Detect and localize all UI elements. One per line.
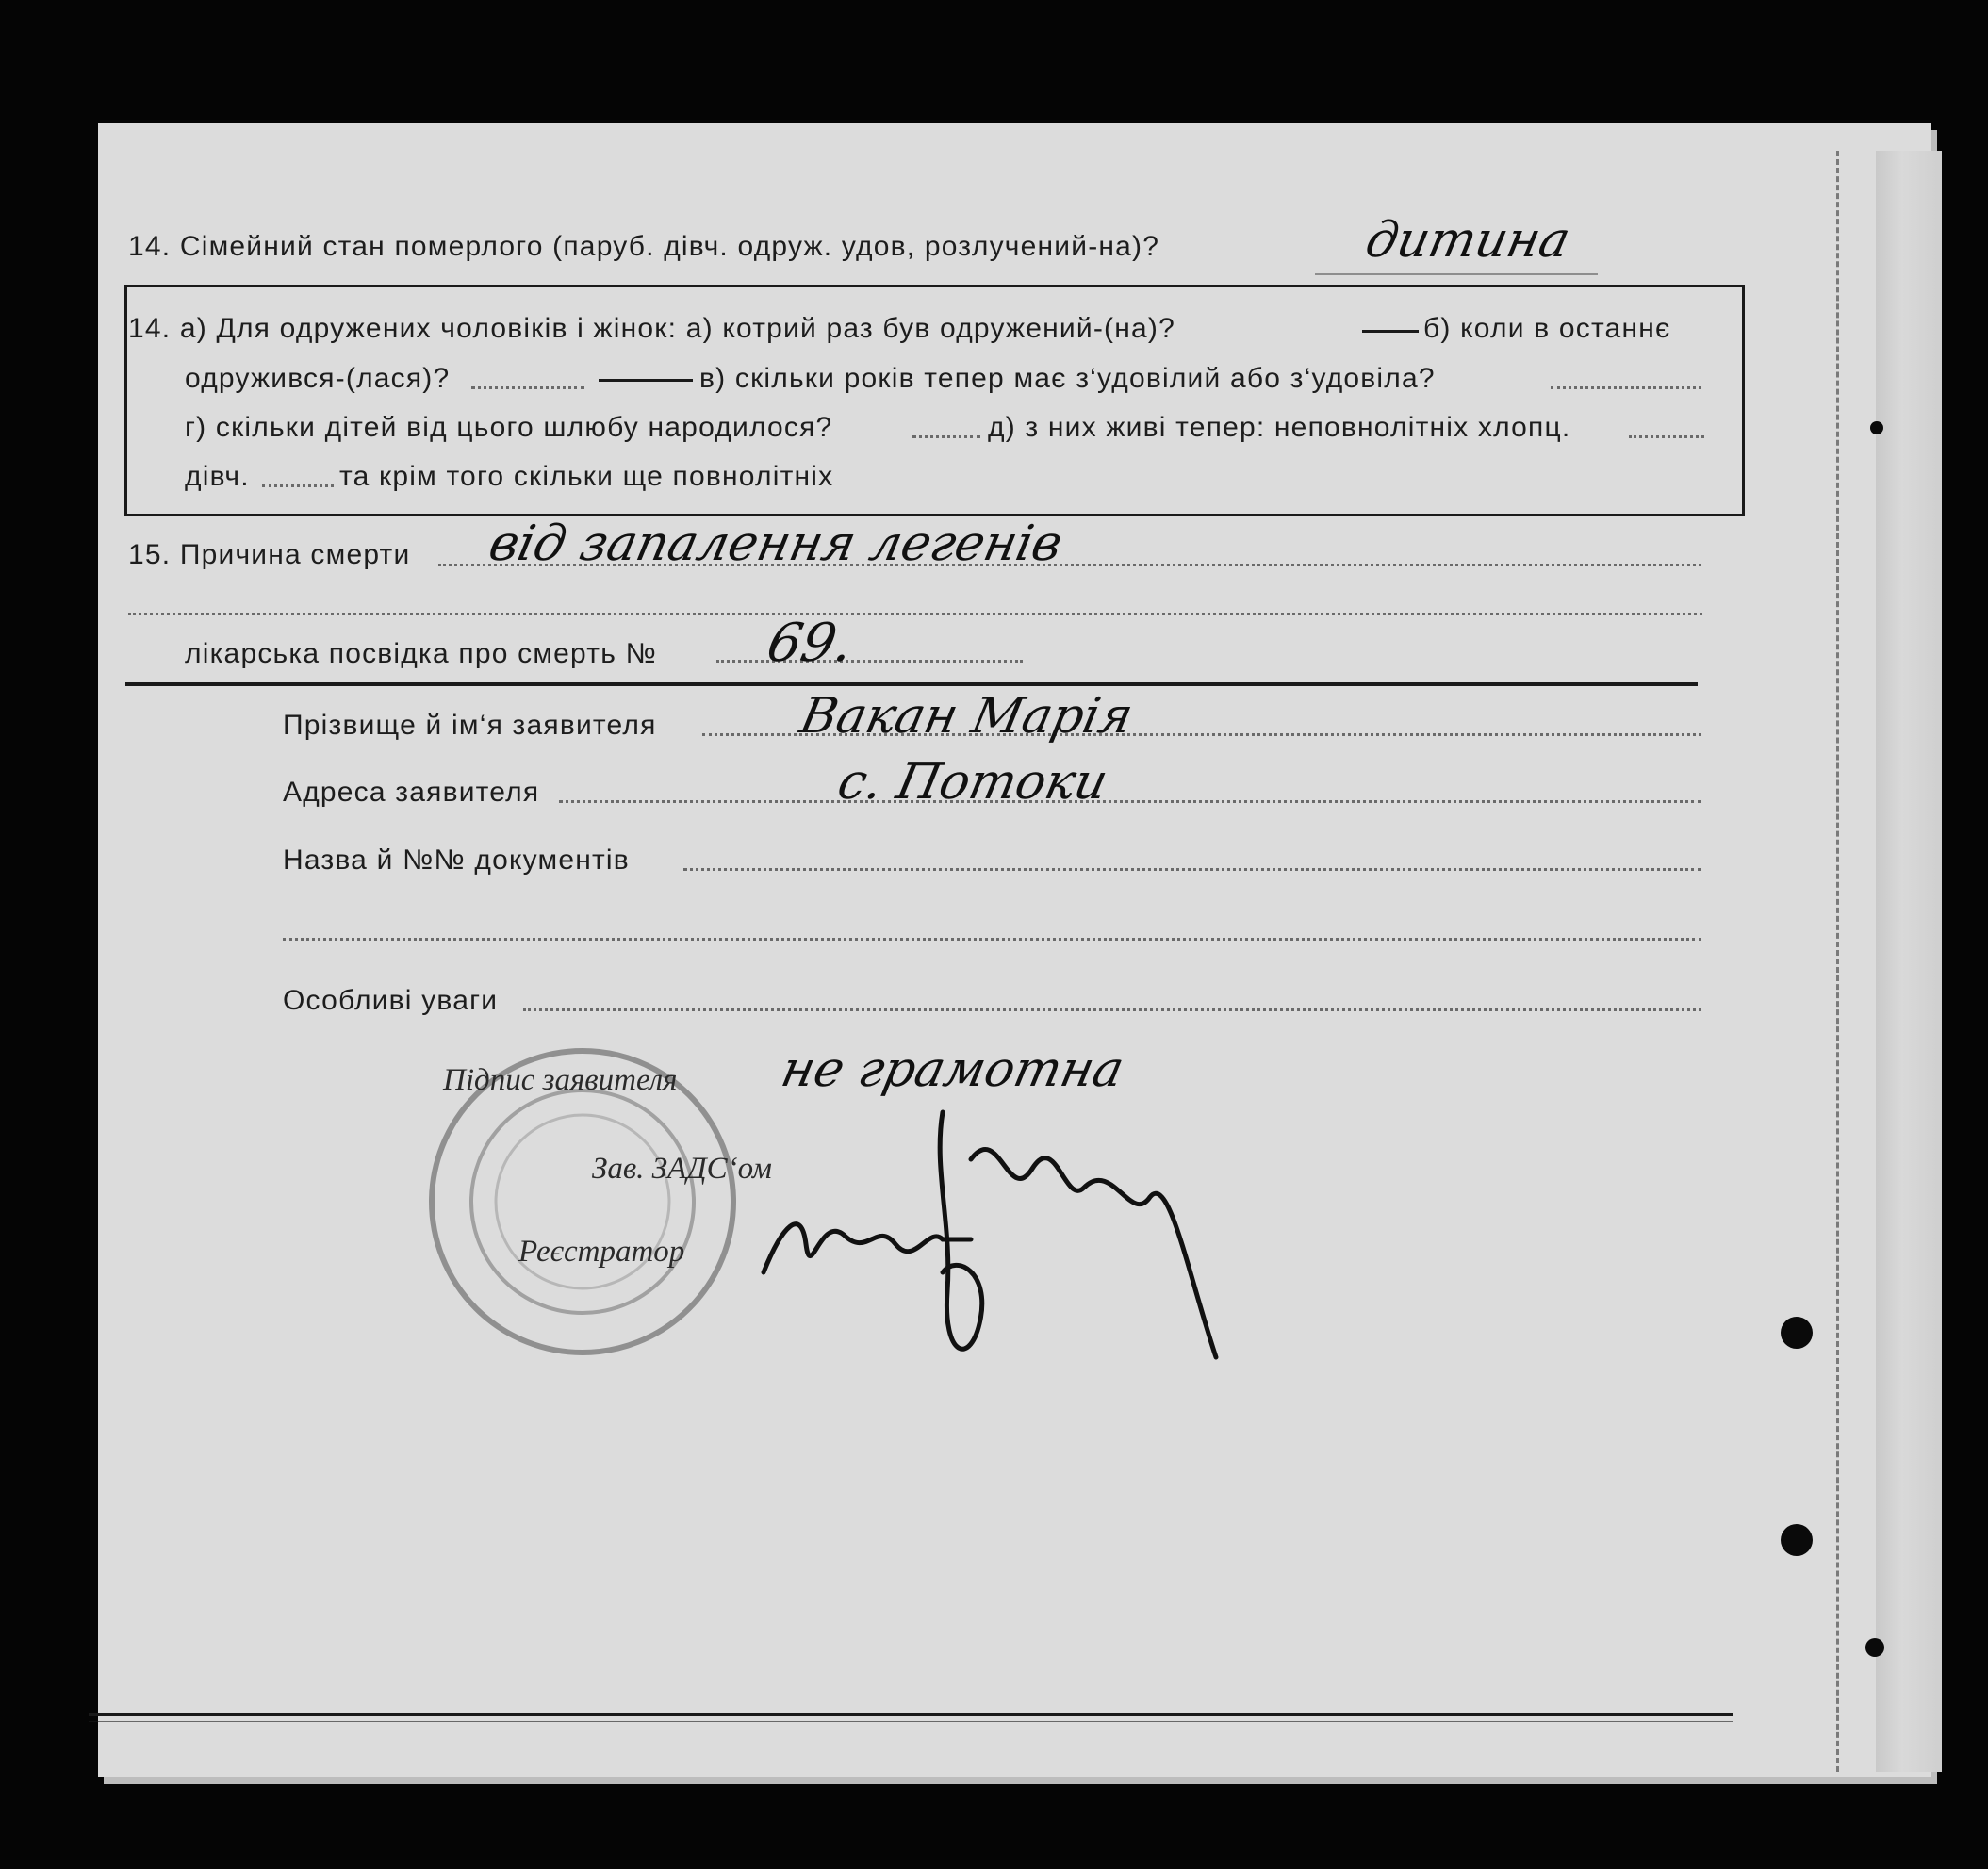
- paper-edge: [1876, 151, 1942, 1772]
- q14a-line2-tail: в) скільки років тепер має з‘удовілий або з‘удовіла?: [699, 363, 1436, 394]
- punch-hole: [1781, 1317, 1813, 1349]
- q15-answer: від запалення легенів: [484, 516, 1068, 572]
- punch-hole: [1781, 1524, 1813, 1556]
- q14a-line4-tail: та крім того скільки ще повнолітніх: [339, 461, 834, 492]
- perforation-line: [1836, 151, 1839, 1772]
- q14a-line4-head: дівч.: [185, 461, 250, 492]
- head-label: Зав. ЗАДС‘ом: [592, 1152, 772, 1186]
- documents-label: Назва й №№ документів: [283, 844, 630, 876]
- dotted-field: [559, 800, 1701, 803]
- q14a-line1: 14. а) Для одружених чоловіків і жінок: а) котрий раз був одружений-(на)?: [128, 313, 1175, 344]
- q14a-line2-head: одружився-(лася)?: [185, 363, 451, 394]
- q14-underline: [1315, 273, 1598, 275]
- dotted-field: [716, 660, 1023, 663]
- applicant-signature-answer: не грамотна: [776, 1041, 1129, 1098]
- q14a-line3: г) скільки дітей від цього шлюбу народилося?: [185, 412, 833, 443]
- dotted-field: [912, 435, 980, 438]
- dotted-field: [262, 484, 334, 487]
- bottom-rule: [89, 1713, 1733, 1716]
- dotted-field: [1551, 386, 1701, 389]
- dash-mark: [1362, 330, 1419, 333]
- q14-answer: дитина: [1360, 212, 1575, 269]
- dotted-field: [283, 938, 1701, 941]
- certificate-label: лікарська посвідка про смерть №: [185, 638, 657, 669]
- q14-label: 14. Сімейний стан померлого (паруб. дівч. одруж. удов, розлучений-на)?: [128, 231, 1160, 262]
- bottom-rule: [89, 1721, 1733, 1722]
- applicant-address-label: Адреса заявителя: [283, 777, 540, 808]
- applicant-name-label: Прізвище й ім‘я заявителя: [283, 710, 657, 741]
- dotted-field: [471, 386, 584, 389]
- section-divider: [125, 682, 1698, 686]
- dotted-field: [523, 1008, 1701, 1011]
- applicant-signature-label: Підпис заявителя: [443, 1063, 678, 1097]
- punch-hole: [1870, 421, 1883, 434]
- q14a-line3-tail: д) з них живі тепер: неповнолітніх хлопц.: [988, 412, 1571, 443]
- q14a-line1-tail: б) коли в останнє: [1423, 313, 1671, 344]
- dotted-field: [128, 613, 1702, 615]
- registrar-signature: [754, 1084, 1282, 1367]
- punch-hole: [1865, 1638, 1884, 1657]
- registrar-label: Реєстратор: [518, 1235, 685, 1269]
- certificate-answer: 69.: [762, 613, 859, 674]
- remarks-label: Особливі уваги: [283, 985, 499, 1016]
- applicant-name-answer: Вакан Марія: [795, 688, 1139, 745]
- dotted-field: [683, 868, 1701, 871]
- applicant-address-answer: с. Потоки: [832, 754, 1113, 811]
- dash-mark: [599, 379, 693, 382]
- q15-label: 15. Причина смерти: [128, 539, 411, 570]
- dotted-field: [1629, 435, 1704, 438]
